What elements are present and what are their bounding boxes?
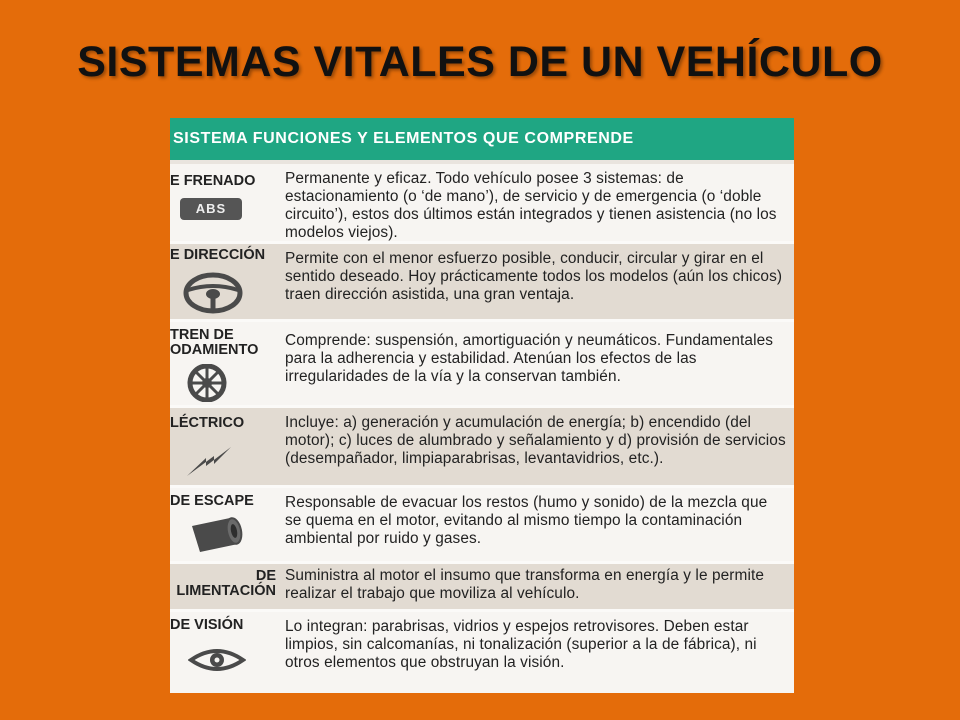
lightning-icon (184, 444, 234, 478)
slide-title: SISTEMAS VITALES DE UN VEHÍCULO (77, 38, 883, 86)
system-name-alimentacion: DE LIMENTACIÓN (176, 568, 276, 599)
vehicle-systems-table (170, 118, 794, 693)
table-header: SISTEMA FUNCIONES Y ELEMENTOS QUE COMPRENDE (170, 118, 794, 164)
system-name-electrico: LÉCTRICO (170, 415, 245, 431)
system-desc-escape: Responsable de evacuar los restos (humo y sonido) de la mezcla que se quema en el motor, evitando al mismo tiempo la contaminación ambiental por ruido y gases. (285, 494, 768, 547)
system-name-direccion: E DIRECCIÓN (170, 247, 266, 263)
system-name-rodamiento: TREN DE ODAMIENTO (170, 327, 259, 358)
table-row-rodamiento (170, 322, 794, 408)
abs-badge-icon: ABS (180, 198, 242, 220)
system-name-frenado: E FRENADO (170, 173, 256, 189)
tire-icon (186, 364, 228, 402)
table-row-direccion (170, 244, 794, 322)
system-desc-vision: Lo integran: parabrisas, vidrios y espejos retrovisores. Deben estar limpios, sin calcomanías, ni tonalización (superior a la de fábrica), ni otros elementos que obstruyan la visión. (285, 618, 757, 671)
system-name-escape: DE ESCAPE (170, 493, 254, 509)
system-desc-electrico: Incluye: a) generación y acumulación de energía; b) encendido (del motor); c) luces de alumbrado y señalamiento y d) provisión de servicios (desempañador, limpiaparabrisas, levantavidrios, etc.). (285, 414, 786, 467)
system-desc-rodamiento: Comprende: suspensión, amortiguación y neumáticos. Fundamentales para la adherencia y estabilidad. Atenúan los efectos de las irregularidades de la vía y la conservan también. (285, 332, 774, 385)
system-desc-alimentacion: Suministra al motor el insumo que transforma en energía y le permite realizar el trabajo que moviliza al vehículo. (285, 567, 764, 602)
steering-wheel-icon (182, 272, 244, 314)
table-row-escape (170, 488, 794, 564)
table-row-frenado (170, 164, 794, 244)
system-desc-frenado: Permanente y eficaz. Todo vehículo posee 3 sistemas: de estacionamiento (o ‘de mano’), de servicio y de emergencia (o ‘doble circuito’), estos dos últimos están integrados y tienen asistencia (no los modelos viejos). (285, 170, 777, 241)
system-desc-direccion: Permite con el menor esfuerzo posible, conducir, circular y girar en el sentido deseado. Hoy prácticamente todos los modelos (aún los chicos) traen dirección asistida, una gran ventaja. (285, 250, 783, 303)
table-row-vision (170, 612, 794, 682)
table-row-alimentacion (170, 564, 794, 612)
eye-icon (188, 646, 246, 674)
exhaust-pipe-icon (186, 514, 246, 556)
table-row-electrico (170, 408, 794, 488)
system-name-vision: DE VISIÓN (170, 617, 244, 633)
